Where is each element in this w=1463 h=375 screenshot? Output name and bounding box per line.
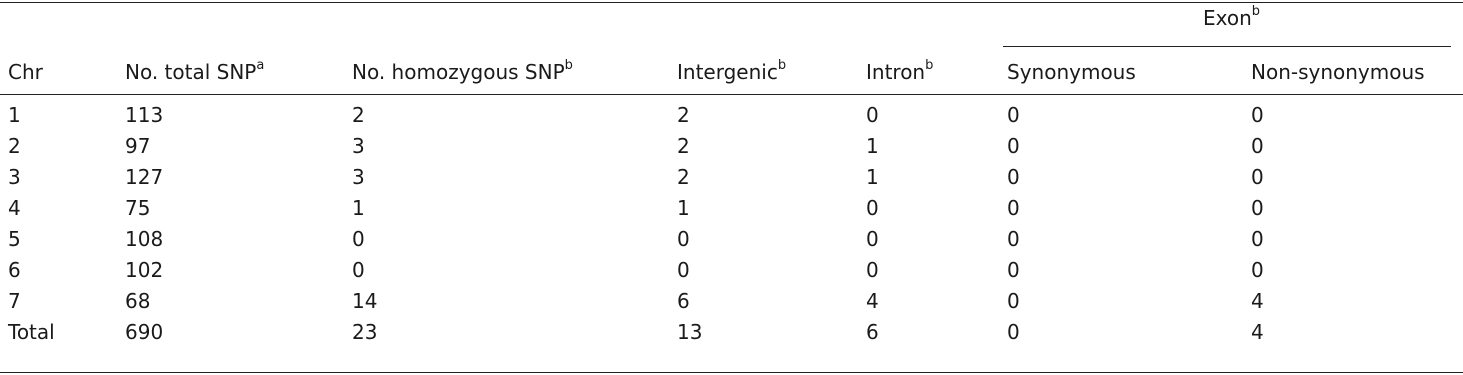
table-row [0, 227, 1463, 255]
cell-synonymous: 0 [1007, 103, 1020, 127]
cell-chr: 6 [8, 258, 21, 282]
cell-intron: 4 [866, 289, 879, 313]
header-sup: b [564, 58, 573, 74]
cell-intron: 6 [866, 320, 879, 344]
cell-non-synonymous: 0 [1251, 258, 1264, 282]
cell-intergenic: 6 [677, 289, 690, 313]
cell-intergenic: 13 [677, 320, 703, 344]
cell-intergenic: 0 [677, 258, 690, 282]
cell-intergenic: 0 [677, 227, 690, 251]
cell-intron: 0 [866, 196, 879, 220]
cell-homozygous-snp: 2 [352, 103, 365, 127]
cell-total-snp: 113 [125, 103, 164, 127]
header-total-snp [125, 60, 264, 84]
header-synonymous [1007, 60, 1136, 84]
header-non-synonymous [1251, 60, 1425, 84]
header-intergenic [677, 60, 786, 84]
header-sup: b [925, 58, 934, 74]
table-top-rule [0, 2, 1463, 3]
table-row-total [0, 320, 1463, 348]
cell-non-synonymous: 0 [1251, 196, 1264, 220]
cell-synonymous: 0 [1007, 289, 1020, 313]
cell-chr: Total [8, 320, 55, 344]
cell-chr: 4 [8, 196, 21, 220]
cell-homozygous-snp: 3 [352, 134, 365, 158]
cell-intron: 0 [866, 103, 879, 127]
exon-span-rule [1003, 46, 1451, 47]
header-label: Synonymous [1007, 60, 1136, 84]
cell-total-snp: 68 [125, 289, 151, 313]
cell-synonymous: 0 [1007, 196, 1020, 220]
cell-intron: 0 [866, 227, 879, 251]
cell-intergenic: 2 [677, 165, 690, 189]
cell-homozygous-snp: 1 [352, 196, 365, 220]
cell-non-synonymous: 0 [1251, 103, 1264, 127]
cell-synonymous: 0 [1007, 134, 1020, 158]
group-header-sup: b [1251, 4, 1261, 20]
table-row [0, 258, 1463, 286]
cell-non-synonymous: 4 [1251, 320, 1264, 344]
table-row [0, 103, 1463, 131]
header-label: No. homozygous SNP [352, 60, 565, 84]
header-intron [866, 60, 933, 84]
cell-synonymous: 0 [1007, 320, 1020, 344]
cell-total-snp: 75 [125, 196, 151, 220]
cell-chr: 1 [8, 103, 21, 127]
header-label: No. total SNP [125, 60, 257, 84]
header-label: Intergenic [677, 60, 778, 84]
cell-chr: 3 [8, 165, 21, 189]
group-header-label: Exon [1203, 6, 1252, 30]
cell-non-synonymous: 0 [1251, 227, 1264, 251]
header-label: Non-synonymous [1251, 60, 1425, 84]
table-bottom-rule [0, 372, 1463, 373]
cell-homozygous-snp: 0 [352, 227, 365, 251]
cell-synonymous: 0 [1007, 165, 1020, 189]
cell-homozygous-snp: 0 [352, 258, 365, 282]
cell-intron: 0 [866, 258, 879, 282]
header-bottom-rule [0, 94, 1463, 95]
cell-intergenic: 1 [677, 196, 690, 220]
cell-homozygous-snp: 23 [352, 320, 378, 344]
header-chr [8, 60, 43, 84]
cell-chr: 7 [8, 289, 21, 313]
cell-synonymous: 0 [1007, 227, 1020, 251]
cell-total-snp: 690 [125, 320, 164, 344]
table-row [0, 165, 1463, 193]
cell-chr: 5 [8, 227, 21, 251]
cell-intron: 1 [866, 134, 879, 158]
group-header-exon [1203, 6, 1260, 30]
table-row [0, 196, 1463, 224]
cell-total-snp: 97 [125, 134, 151, 158]
header-label: Intron [866, 60, 926, 84]
header-homozygous-snp [352, 60, 573, 84]
cell-intron: 1 [866, 165, 879, 189]
cell-non-synonymous: 4 [1251, 289, 1264, 313]
cell-chr: 2 [8, 134, 21, 158]
header-label: Chr [8, 60, 43, 84]
table-row [0, 134, 1463, 162]
cell-non-synonymous: 0 [1251, 134, 1264, 158]
cell-intergenic: 2 [677, 134, 690, 158]
cell-intergenic: 2 [677, 103, 690, 127]
cell-homozygous-snp: 3 [352, 165, 365, 189]
cell-non-synonymous: 0 [1251, 165, 1264, 189]
cell-homozygous-snp: 14 [352, 289, 378, 313]
cell-total-snp: 127 [125, 165, 164, 189]
cell-synonymous: 0 [1007, 258, 1020, 282]
cell-total-snp: 108 [125, 227, 164, 251]
header-sup: b [777, 58, 787, 74]
table-row [0, 289, 1463, 317]
cell-total-snp: 102 [125, 258, 164, 282]
header-sup: a [256, 58, 265, 74]
